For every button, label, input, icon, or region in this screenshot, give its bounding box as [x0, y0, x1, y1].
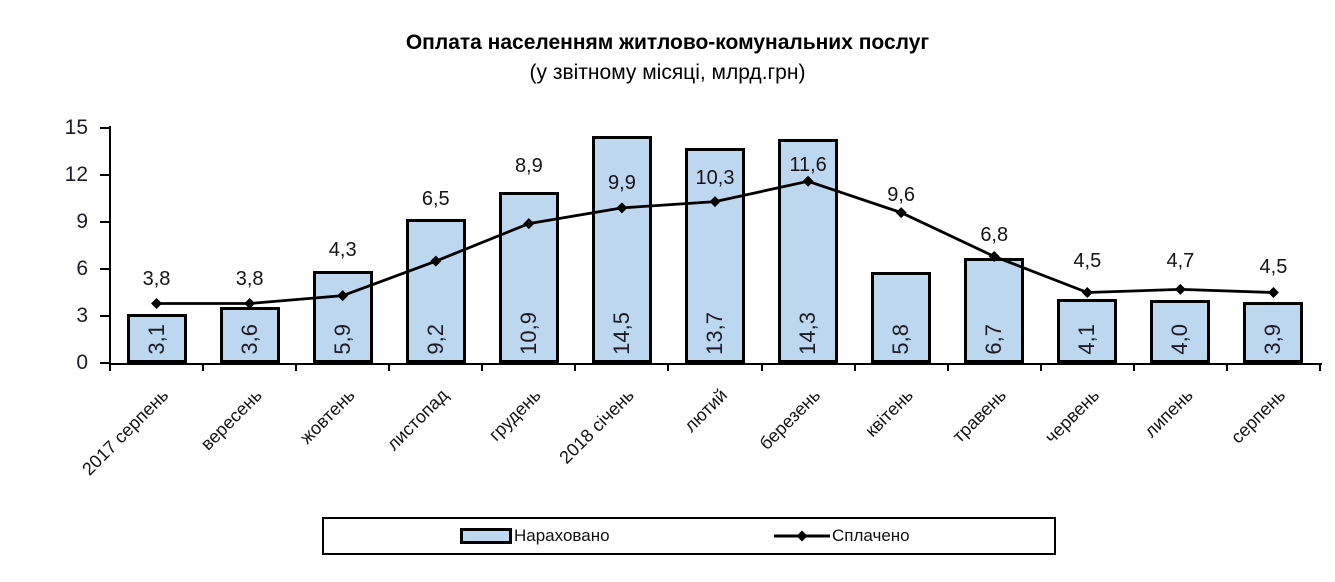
- x-axis-label: вересень: [196, 385, 266, 455]
- y-axis-label: 6: [76, 257, 88, 280]
- line-marker-icon: [710, 196, 721, 207]
- line-value-label: 4,5: [1073, 249, 1102, 272]
- line-marker-icon: [337, 290, 348, 301]
- bar-value-label: 13,7: [702, 312, 727, 355]
- x-axis-label: листопад: [382, 385, 452, 455]
- line-value-label: 4,7: [1166, 250, 1195, 273]
- x-axis-label: березень: [755, 385, 825, 454]
- x-axis-label: лютий: [680, 385, 732, 436]
- legend-item-paid: [774, 519, 910, 553]
- x-axis-label: серпень: [1227, 385, 1290, 448]
- x-axis-label: квітень: [861, 385, 918, 441]
- bar-value-label: 4,0: [1167, 324, 1193, 355]
- line-marker-icon: [244, 298, 255, 309]
- bar-value-label: 14,3: [795, 312, 821, 355]
- bar-value-label: 9,2: [422, 324, 448, 355]
- line-value-label: 4,5: [1259, 255, 1288, 278]
- legend-label-accrued: Нараховано: [514, 526, 610, 545]
- line-value-label: 9,6: [887, 183, 916, 206]
- line-marker-icon: [523, 218, 534, 229]
- bar-value-label: 3,9: [1260, 324, 1286, 355]
- x-axis-label: жовтень: [296, 385, 359, 448]
- line-value-label: 4,3: [328, 238, 357, 261]
- x-axis-label: грудень: [485, 385, 546, 445]
- x-axis-label: липень: [1140, 385, 1197, 442]
- line-value-label: 8,9: [514, 154, 543, 177]
- x-axis-label: червень: [1041, 385, 1104, 448]
- line-marker-icon: [1082, 287, 1093, 298]
- line-marker-icon: [896, 207, 907, 218]
- line-marker-icon: [1268, 287, 1279, 298]
- bar-value-label: 10,9: [515, 312, 541, 355]
- line-swatch-icon: [774, 529, 830, 543]
- x-axis-label: 2018 січень: [555, 385, 639, 468]
- chart-subtitle: (у звітному місяці, млрд.грн): [529, 61, 806, 84]
- bar-value-label: 3,1: [143, 324, 169, 355]
- line-value-label: 3,8: [235, 268, 264, 291]
- line-marker-icon: [1175, 284, 1186, 295]
- line-marker-icon: [430, 256, 441, 267]
- bar-value-label: 4,1: [1074, 324, 1100, 355]
- bar-value-label: 5,9: [329, 324, 355, 355]
- bar-swatch-icon: [460, 528, 512, 544]
- bar-value-label: 5,8: [888, 324, 914, 355]
- line-marker-icon: [616, 202, 627, 213]
- line-value-label: 6,8: [980, 224, 1009, 247]
- line-value-label: 6,5: [421, 188, 450, 211]
- line-value-label: 11,6: [789, 154, 827, 177]
- legend: [322, 517, 1056, 555]
- y-axis-label: 0: [76, 351, 88, 374]
- x-axis-label: 2017 серпень: [78, 385, 173, 480]
- bar-value-label: 14,5: [608, 312, 634, 355]
- y-axis-label: 15: [64, 116, 88, 139]
- legend-item-accrued: [460, 519, 610, 553]
- bar-value-label: 6,7: [981, 324, 1007, 355]
- line-value-label: 9,9: [608, 171, 636, 194]
- line-marker-icon: [989, 251, 1000, 262]
- legend-label-paid: Сплачено: [832, 526, 910, 545]
- y-axis-label: 12: [64, 163, 88, 186]
- x-axis-label: травень: [948, 385, 1011, 447]
- bar-value-label: 3,6: [236, 324, 262, 355]
- line-marker-icon: [803, 176, 814, 187]
- y-axis-label: 9: [76, 210, 88, 233]
- line-marker-icon: [151, 298, 162, 309]
- line-value-label: 10,3: [695, 166, 735, 189]
- y-axis-label: 3: [76, 304, 88, 327]
- chart-title: Оплата населенням житлово-комунальних послуг: [405, 31, 930, 54]
- line-value-label: 3,8: [142, 268, 171, 291]
